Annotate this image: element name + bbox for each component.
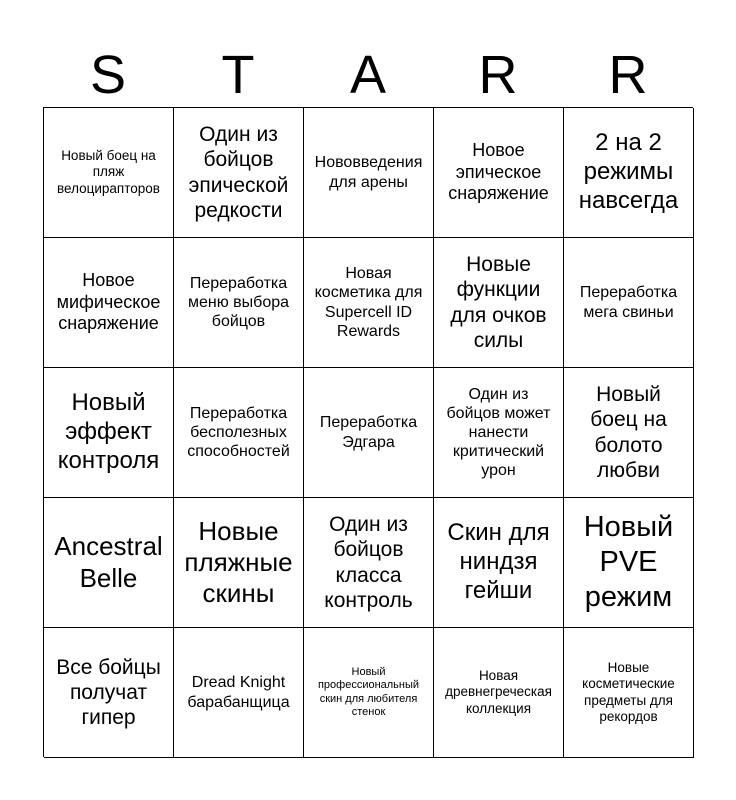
bingo-cell[interactable]: 2 на 2 режимы навсегда [564,108,694,238]
bingo-cell[interactable]: Новое мифическое снаряжение [44,238,174,368]
bingo-cell[interactable]: Ancestral Belle [44,498,174,628]
bingo-header [43,42,693,108]
bingo-cell[interactable]: Один из бойцов может нанести критический урон [434,368,564,498]
bingo-cell[interactable]: Скин для ниндзя гейши [434,498,564,628]
bingo-cell[interactable]: Новая древнегреческая коллекция [434,628,564,758]
bingo-cell[interactable]: Один из бойцов класса контроль [304,498,434,628]
bingo-cell[interactable]: Переработка бесполезных способностей [174,368,304,498]
bingo-grid [43,107,693,757]
bingo-cell[interactable]: Все бойцы получат гипер [44,628,174,758]
header-letter-s: S [89,45,127,105]
bingo-cell[interactable]: Новый PVE режим [564,498,694,628]
bingo-cell[interactable]: Новое эпическое снаряжение [434,108,564,238]
bingo-cell[interactable]: Нововведения для арены [304,108,434,238]
bingo-cell[interactable]: Новый профессиональный скин для любителя стенок [304,628,434,758]
header-letter-a: A [349,45,387,105]
bingo-cell[interactable]: Новый эффект контроля [44,368,174,498]
bingo-cell[interactable]: Новые пляжные скины [174,498,304,628]
bingo-cell[interactable]: Переработка меню выбора бойцов [174,238,304,368]
bingo-cell[interactable]: Переработка мега свиньи [564,238,694,368]
header-letter-r-2: R [608,45,648,105]
bingo-cell[interactable]: Новая косметика для Supercell ID Rewards [304,238,434,368]
bingo-cell[interactable]: Новые косметические предметы для рекордов [564,628,694,758]
header-letter-t: T [221,45,255,105]
bingo-cell[interactable]: Новые функции для очков силы [434,238,564,368]
bingo-cell[interactable]: Новый боец на пляж велоцирапторов [44,108,174,238]
bingo-cell[interactable]: Один из бойцов эпической редкости [174,108,304,238]
bingo-cell[interactable]: Переработка Эдгара [304,368,434,498]
bingo-cell[interactable]: Dread Knight барабанщица [174,628,304,758]
header-letter-r: R [478,45,518,105]
bingo-cell[interactable]: Новый боец на болото любви [564,368,694,498]
